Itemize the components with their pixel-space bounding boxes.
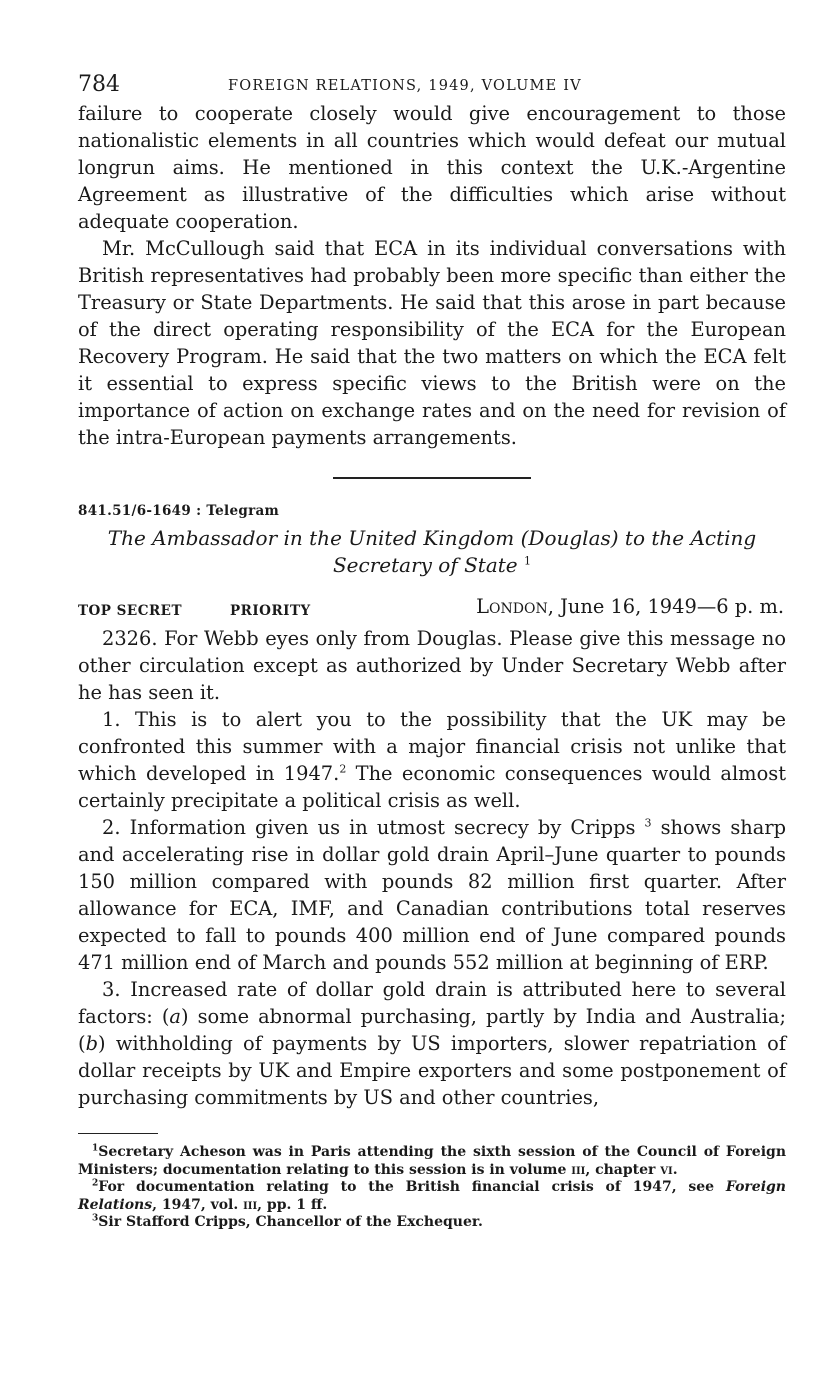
footnote-1	[78, 1144, 786, 1179]
paragraph-3-text-c: ) withholding of payments by US importers, slower repatriation of dollar receipts by UK and Empire exporters and some postponement of purchasing commitments by US and other countries,	[78, 1032, 786, 1109]
document-title-line-2	[78, 552, 786, 579]
document-title-line-2-text: Secretary of State	[332, 553, 518, 577]
document-title	[78, 525, 786, 579]
footnote-1-text-a: Secretary Acheson was in Paris attending the sixth session of the Council of Foreign Ministers; documentation relating to this session is in volume	[78, 1144, 786, 1178]
paragraph-1-text-b: The economic consequences would almost certainly precipitate a political crisis as well.	[78, 762, 786, 812]
paragraph-3-text-a: 3. Increased rate of dollar gold drain is attributed here to several factors: (	[78, 978, 786, 1028]
previous-section	[78, 100, 786, 451]
footnote-1-chapter: vi	[660, 1161, 673, 1178]
footnote-2-publication: Foreign Relations	[78, 1179, 786, 1213]
page-header	[78, 70, 786, 100]
footnote-ref-2: 2	[339, 762, 347, 776]
classification-line	[78, 595, 786, 625]
dateline-place: London,	[476, 595, 554, 618]
paragraph-3	[78, 976, 786, 1111]
telegram-body	[78, 625, 786, 1111]
dateline-date: June 16, 1949—6 p. m.	[560, 595, 784, 618]
footnote-2-text-b: , 1947, vol.	[152, 1196, 244, 1213]
footnote-1-text-b: , chapter	[585, 1161, 661, 1178]
footnote-1-marker: 1	[92, 1143, 99, 1154]
footnote-2-volume: iii	[243, 1196, 258, 1213]
paragraph-continuation: failure to cooperate closely would give encouragement to those nationalistic elements in all countries which would defeat our mutual longrun aims. He mentioned in this context the U.K.-Argentine Agreement as illustrative of the difficulties which arise without adequate cooperation.	[78, 102, 786, 233]
paragraph-2326: 2326. For Webb eyes only from Douglas. Please give this message no other circulation except as authorized by Under Secretary Webb after he has seen it.	[78, 627, 786, 704]
page-number: 784	[78, 72, 120, 97]
running-head: FOREIGN RELATIONS, 1949, VOLUME IV	[228, 78, 582, 94]
footnote-rule	[78, 1133, 158, 1134]
footnote-3-marker: 3	[92, 1213, 99, 1224]
footnote-2-marker: 2	[92, 1178, 99, 1189]
paragraph-1	[78, 706, 786, 814]
footnote-2-text-c: , pp. 1 ff.	[257, 1196, 328, 1213]
section-divider	[333, 477, 531, 479]
footnote-1-volume: iii	[571, 1161, 586, 1178]
footnote-1-text-c: .	[672, 1161, 678, 1178]
item-a-label: a	[169, 1005, 181, 1028]
footnote-2	[78, 1179, 786, 1214]
page	[78, 70, 786, 1232]
item-b-label: b	[85, 1032, 98, 1055]
classification-top-secret: TOP SECRET	[78, 603, 182, 619]
paragraph-3-text-b: ) some abnormal purchasing, partly by India and Australia; (	[78, 1005, 787, 1055]
footnote-ref-3: 3	[644, 816, 652, 830]
footnote-2-text-a: For documentation relating to the British financial crisis of 1947, see	[98, 1179, 726, 1195]
paragraph-2	[78, 814, 786, 976]
dateline	[476, 595, 784, 618]
footnote-ref-1: 1	[524, 554, 531, 568]
footnote-3-text: Sir Stafford Cripps, Chancellor of the Exchequer.	[98, 1214, 483, 1230]
paragraph-2-text-a: 2. Information given us in utmost secrecy by Cripps	[102, 816, 636, 839]
paragraph-mccullough: Mr. McCullough said that ECA in its individual conversations with British representatives had probably been more specific than either the Treasury or State Departments. He said that this arose in part because of the direct operating responsibility of the ECA for the European Recovery Program. He said that the two matters on which the ECA felt it essential to express specific views to the British were on the importance of action on exchange rates and on the need for revision of the intra-European payments arrangements.	[78, 237, 786, 449]
footnote-3	[78, 1214, 786, 1232]
document-title-line-1: The Ambassador in the United Kingdom (Douglas) to the Acting	[107, 526, 757, 550]
paragraph-1-text-a: 1. This is to alert you to the possibility that the UK may be confronted this summer with a major financial crisis not unlike that which developed in 1947.	[78, 708, 786, 785]
classification-priority: PRIORITY	[230, 603, 311, 619]
paragraph-2-text-b: shows sharp and accelerating rise in dollar gold drain April–June quarter to pounds 150 million compared with pounds 82 million first quarter. After allowance for ECA, IMF, and Canadian contributions total reserves expected to fall to pounds 400 million end of June compared pounds 471 million end of March and pounds 552 million at beginning of ERP.	[78, 816, 787, 974]
file-reference: 841.51/6-1649 : Telegram	[78, 503, 280, 519]
footnotes	[78, 1144, 786, 1232]
